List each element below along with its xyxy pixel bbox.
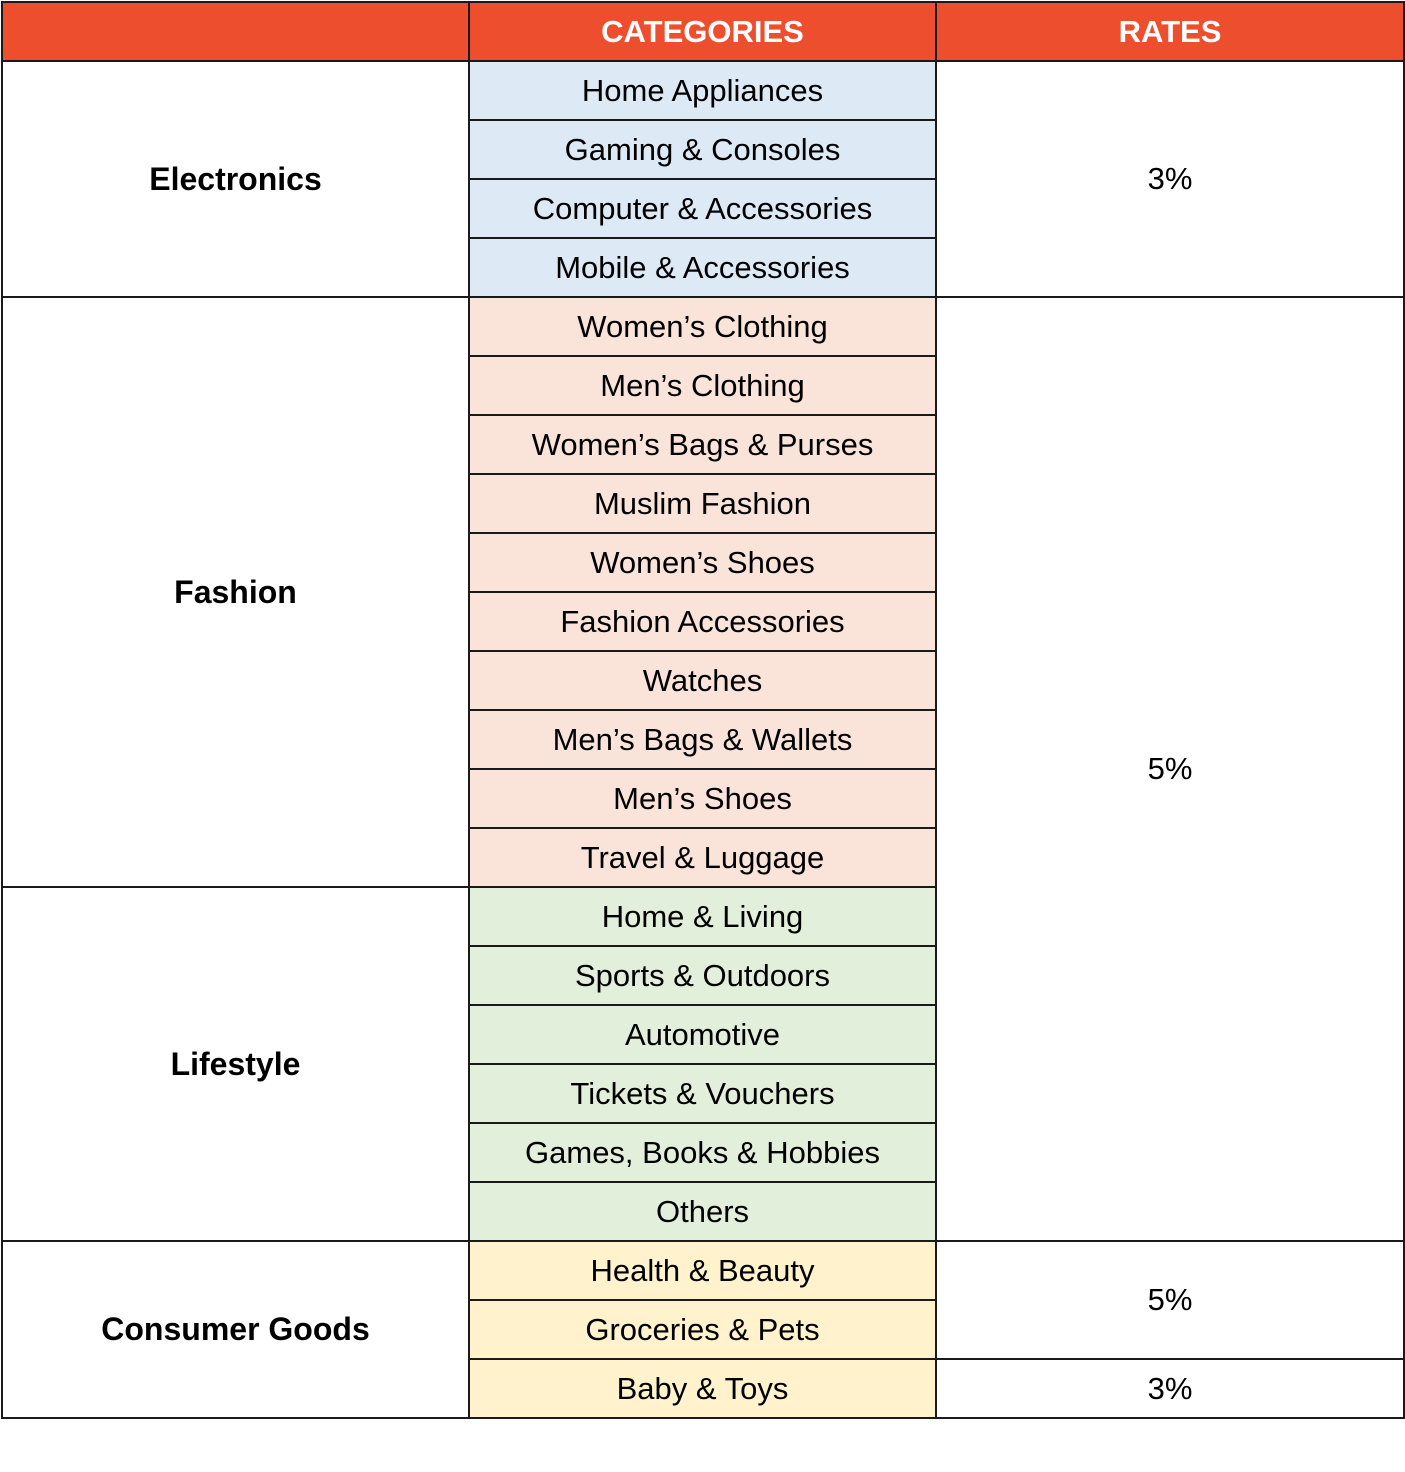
category-cell: Men’s Bags & Wallets — [469, 710, 936, 769]
table-row — [2, 1241, 1404, 1300]
category-cell: Men’s Clothing — [469, 356, 936, 415]
category-cell: Mobile & Accessories — [469, 238, 936, 297]
rate-electronics: 3% — [936, 61, 1404, 297]
category-cell: Tickets & Vouchers — [469, 1064, 936, 1123]
category-cell: Health & Beauty — [469, 1241, 936, 1300]
category-cell: Others — [469, 1182, 936, 1241]
category-cell: Automotive — [469, 1005, 936, 1064]
category-cell: Women’s Shoes — [469, 533, 936, 592]
category-cell: Home & Living — [469, 887, 936, 946]
group-lifestyle: Lifestyle — [2, 887, 469, 1241]
category-cell: Women’s Clothing — [469, 297, 936, 356]
group-electronics: Electronics — [2, 61, 469, 297]
category-cell: Games, Books & Hobbies — [469, 1123, 936, 1182]
table-row — [2, 297, 1404, 356]
rate-health-groceries: 5% — [936, 1241, 1404, 1359]
header-categories: CATEGORIES — [469, 2, 936, 61]
category-cell: Baby & Toys — [469, 1359, 936, 1418]
commission-rates-table — [1, 1, 1405, 1419]
group-consumer-goods: Consumer Goods — [2, 1241, 469, 1418]
header-rates: RATES — [936, 2, 1404, 61]
category-cell: Muslim Fashion — [469, 474, 936, 533]
rate-baby-toys: 3% — [936, 1359, 1404, 1418]
category-cell: Sports & Outdoors — [469, 946, 936, 1005]
category-cell: Men’s Shoes — [469, 769, 936, 828]
rate-fashion-lifestyle: 5% — [936, 297, 1404, 1241]
group-fashion: Fashion — [2, 297, 469, 887]
category-cell: Groceries & Pets — [469, 1300, 936, 1359]
table-row — [2, 61, 1404, 120]
category-cell: Fashion Accessories — [469, 592, 936, 651]
header-row — [2, 2, 1404, 61]
category-cell: Gaming & Consoles — [469, 120, 936, 179]
category-cell: Computer & Accessories — [469, 179, 936, 238]
header-group-column — [2, 2, 469, 61]
category-cell: Home Appliances — [469, 61, 936, 120]
category-cell: Women’s Bags & Purses — [469, 415, 936, 474]
category-cell: Travel & Luggage — [469, 828, 936, 887]
category-cell: Watches — [469, 651, 936, 710]
